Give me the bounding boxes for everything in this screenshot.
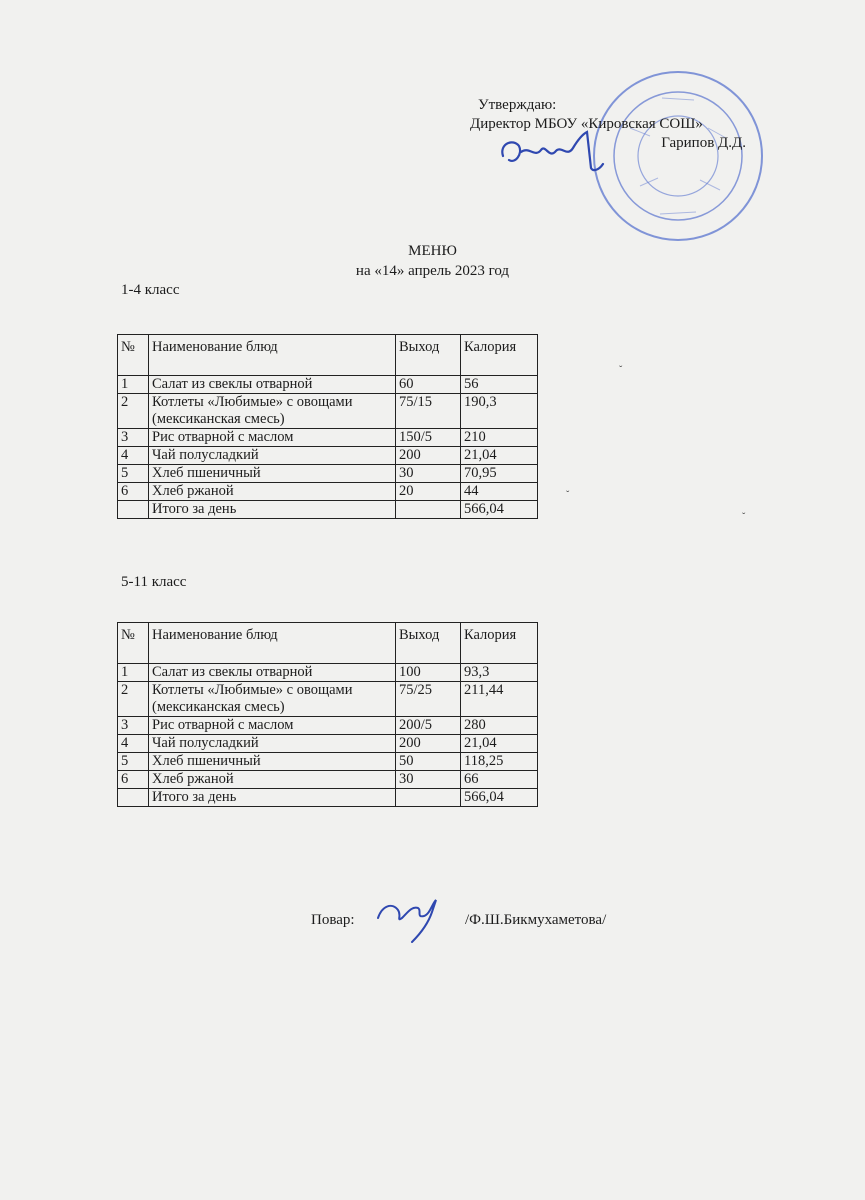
- table-row: [118, 664, 538, 682]
- cook-label: Повар:: [311, 912, 355, 928]
- row-num: 4: [118, 735, 149, 753]
- row-num: 1: [118, 376, 149, 394]
- row-yield: 60: [396, 376, 461, 394]
- table-row: [118, 771, 538, 789]
- row-calories: 210: [461, 429, 538, 447]
- total-yield: [396, 501, 461, 519]
- menu-table-1-4: [117, 334, 538, 519]
- row-name: Рис отварной с маслом: [149, 717, 396, 735]
- row-yield: 75/25: [396, 682, 461, 717]
- total-num: [118, 501, 149, 519]
- table-row: [118, 465, 538, 483]
- header-calories: Калория: [461, 623, 538, 664]
- cook-signature: [372, 888, 444, 946]
- row-name: Хлеб пшеничный: [149, 753, 396, 771]
- row-num: 2: [118, 394, 149, 429]
- cook-name: /Ф.Ш.Бикмухаметова/: [465, 912, 607, 928]
- row-yield: 30: [396, 771, 461, 789]
- total-value: 566,04: [461, 501, 538, 519]
- table-row: [118, 682, 538, 717]
- header-yield: Выход: [396, 335, 461, 376]
- scan-speck: ˇ: [566, 490, 570, 501]
- table-header-row: [118, 335, 538, 376]
- row-calories: 280: [461, 717, 538, 735]
- row-num: 3: [118, 717, 149, 735]
- row-calories: 21,04: [461, 447, 538, 465]
- total-row: [118, 501, 538, 519]
- row-name: Хлеб ржаной: [149, 771, 396, 789]
- row-name: Хлеб пшеничный: [149, 465, 396, 483]
- row-num: 6: [118, 483, 149, 501]
- scan-speck: ˇ: [619, 365, 623, 376]
- row-calories: 118,25: [461, 753, 538, 771]
- row-calories: 21,04: [461, 735, 538, 753]
- row-calories: 70,95: [461, 465, 538, 483]
- row-calories: 211,44: [461, 682, 538, 717]
- row-yield: 200: [396, 735, 461, 753]
- section1-grade: 1-4 класс: [121, 282, 180, 298]
- total-label: Итого за день: [149, 789, 396, 807]
- row-calories: 190,3: [461, 394, 538, 429]
- row-calories: 66: [461, 771, 538, 789]
- approval-line1: Утверждаю:: [478, 97, 557, 113]
- row-num: 5: [118, 465, 149, 483]
- row-name: Котлеты «Любимые» с овощами (мексиканская смесь): [149, 394, 396, 429]
- table-row: [118, 735, 538, 753]
- row-name: Чай полусладкий: [149, 735, 396, 753]
- row-calories: 56: [461, 376, 538, 394]
- table-row: [118, 376, 538, 394]
- row-name: Салат из свеклы отварной: [149, 376, 396, 394]
- header-calories: Калория: [461, 335, 538, 376]
- section2-grade: 5-11 класс: [121, 574, 187, 590]
- total-value: 566,04: [461, 789, 538, 807]
- table-row: [118, 447, 538, 465]
- row-yield: 200: [396, 447, 461, 465]
- row-name: Рис отварной с маслом: [149, 429, 396, 447]
- table-row: [118, 753, 538, 771]
- header-num: №: [118, 335, 149, 376]
- row-yield: 100: [396, 664, 461, 682]
- row-num: 3: [118, 429, 149, 447]
- row-yield: 75/15: [396, 394, 461, 429]
- row-calories: 93,3: [461, 664, 538, 682]
- header-name: Наименование блюд: [149, 335, 396, 376]
- approval-line3: Гарипов Д.Д.: [661, 135, 746, 151]
- table-header-row: [118, 623, 538, 664]
- header-num: №: [118, 623, 149, 664]
- approval-block: [470, 96, 750, 153]
- row-yield: 200/5: [396, 717, 461, 735]
- row-calories: 44: [461, 483, 538, 501]
- menu-date: на «14» апрель 2023 год: [355, 263, 510, 279]
- scan-speck: ˇ: [742, 512, 746, 523]
- total-num: [118, 789, 149, 807]
- total-yield: [396, 789, 461, 807]
- approval-line2: Директор МБОУ «Кировская СОШ»: [470, 116, 703, 132]
- row-yield: 150/5: [396, 429, 461, 447]
- row-name: Чай полусладкий: [149, 447, 396, 465]
- header-name: Наименование блюд: [149, 623, 396, 664]
- row-yield: 50: [396, 753, 461, 771]
- row-num: 4: [118, 447, 149, 465]
- row-yield: 30: [396, 465, 461, 483]
- menu-table-5-11: [117, 622, 538, 807]
- table-row: [118, 429, 538, 447]
- row-yield: 20: [396, 483, 461, 501]
- row-name: Хлеб ржаной: [149, 483, 396, 501]
- table-row: [118, 717, 538, 735]
- table-row: [118, 483, 538, 501]
- total-label: Итого за день: [149, 501, 396, 519]
- row-name: Салат из свеклы отварной: [149, 664, 396, 682]
- row-num: 5: [118, 753, 149, 771]
- row-num: 2: [118, 682, 149, 717]
- official-stamp: [590, 68, 766, 244]
- row-num: 6: [118, 771, 149, 789]
- row-name: Котлеты «Любимые» с овощами (мексиканская смесь): [149, 682, 396, 717]
- menu-title: МЕНЮ: [408, 243, 457, 259]
- row-num: 1: [118, 664, 149, 682]
- header-yield: Выход: [396, 623, 461, 664]
- total-row: [118, 789, 538, 807]
- table-row: [118, 394, 538, 429]
